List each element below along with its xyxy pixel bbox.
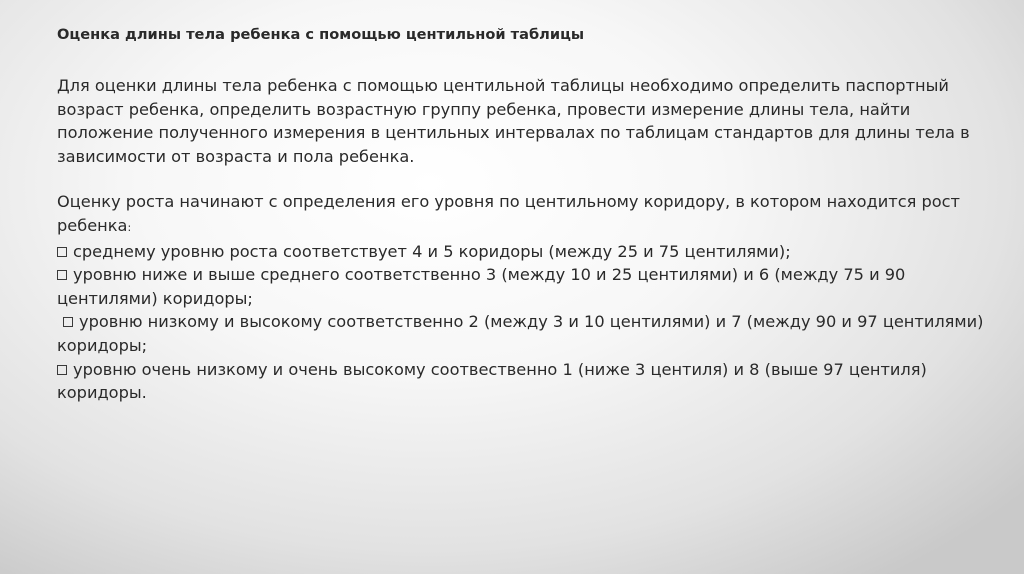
paragraph-text: ребенка: [57, 215, 128, 235]
list-item-continuation: центилями) коридоры;: [57, 288, 253, 308]
list-item-text: уровню ниже и выше среднего соответственно 3 (между 10 и 25 центилями) и 6 (между 75 и 90: [73, 265, 906, 285]
paragraph-line: зависимости от возраста и пола ребенка.: [57, 146, 415, 166]
list-item: [57, 310, 987, 334]
list-item: [57, 263, 987, 287]
list-item: [57, 240, 987, 264]
slide-content: [57, 24, 987, 405]
paragraph-line: Оценку роста начинают с определения его уровня по центильному коридору, в котором находится рост: [57, 192, 960, 212]
paragraph-line: Для оценки длины тела ребенка с помощью центильной таблицы необходимо определить паспортный: [57, 76, 949, 95]
list-item-text: среднему уровню роста соответствует 4 и 5 коридоры (между 25 и 75 центилями);: [73, 241, 791, 261]
checkbox-square-icon: [63, 317, 73, 327]
paragraph-line: возраст ребенка, определить возрастную группу ребенка, провести измерение длины тела, найти: [57, 99, 911, 119]
list-item-continuation: коридоры;: [57, 335, 148, 355]
colon: :: [127, 220, 132, 234]
list-item-text: уровню очень низкому и очень высокому соотвественно 1 (ниже 3 центиля) и 8 (выше 97 центиля): [73, 359, 927, 379]
paragraph-growth-levels: [57, 190, 987, 404]
paragraph-method: [57, 74, 987, 168]
checkbox-square-icon: [57, 365, 67, 375]
list-item: [57, 358, 987, 382]
checkbox-square-icon: [57, 247, 67, 257]
paragraph-line: положение полученного измерения в центильных интервалах по таблицам стандартов для длины тела в: [57, 123, 970, 143]
list-item-continuation: коридоры.: [57, 383, 147, 403]
paragraph-line: [57, 214, 987, 240]
list-item-text: уровню низкому и высокому соответственно 2 (между 3 и 10 центилями) и 7 (между 90 и 97 центилями): [79, 312, 984, 332]
checkbox-square-icon: [57, 270, 67, 280]
slide-title: Оценка длины тела ребенка с помощью центильной таблицы: [57, 26, 585, 43]
